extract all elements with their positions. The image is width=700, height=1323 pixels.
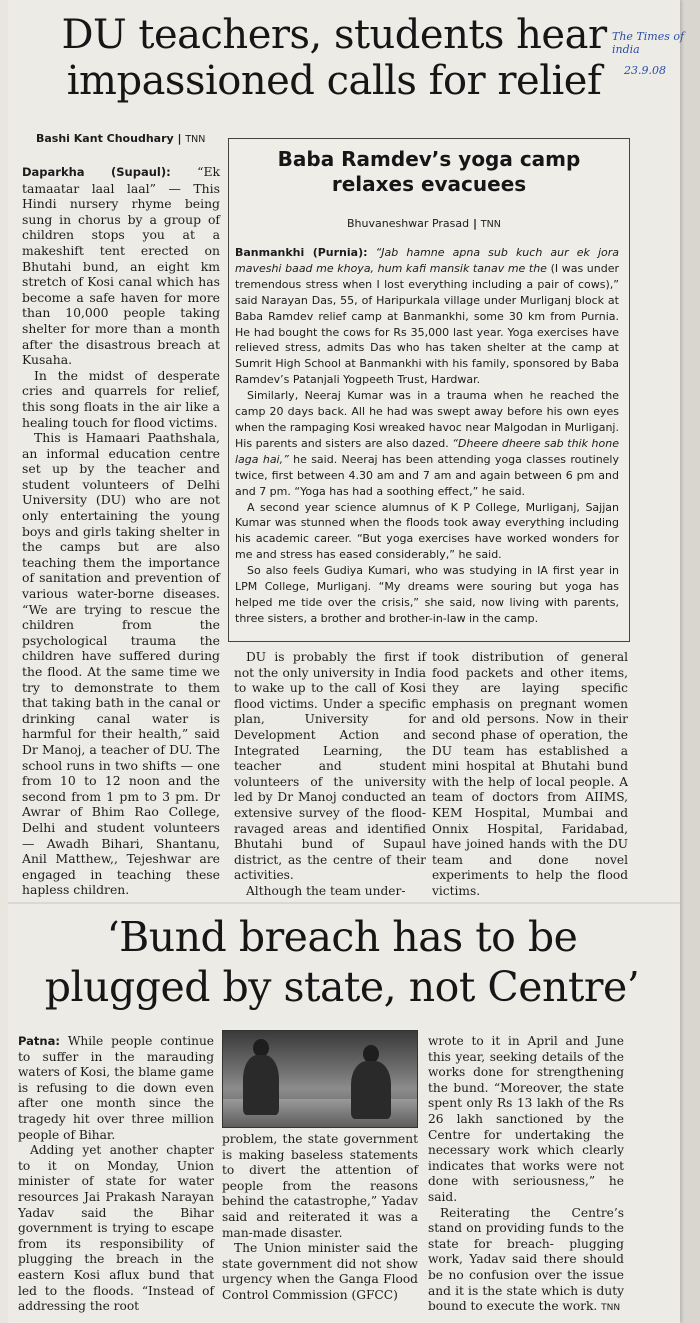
main-story-column-2 [234,650,426,900]
main-headline-line2: impassioned calls for relief [66,58,602,104]
box-headline-line2: relaxes evacuees [331,172,527,196]
box-quote-hindi: “Jab hamne apna sub kuch aur ek jora maveshi baad me khoya, hum kafi mansik tanav me the [235,246,620,275]
photo-person [243,1055,279,1115]
bund-para-6: Reiterating the Centre’s stand on providing funds to the state for breach- plugging work, Yadav said there should be no confusion over the issue and it is the state which is duty bound to execute the work. [428,1205,624,1314]
box-para-2b: he said. Neeraj has been attending yoga classes routinely twice, first between 4.30 am and 7 am and again between 6 pm and and 7 pm. “Yoga has had a soothing effect,” he said. [235,452,619,498]
box-dateline: Banmankhi (Purnia): [235,246,368,259]
main-para-1: “Ek tamaatar laal laal” — This Hindi nursery rhyme being sung in chorus by a group of children stops you at a makeshift tent erected on Bhutahi bund, an eight km stretch of Kosi canal which has become a safe haven for more than 10,000 people taking shelter for more than a month after the disastrous breach at Kusaha. [22,164,220,368]
background-edge [680,0,700,1323]
bund-para-4: The Union minister said the state government did not show urgency when the Ganga Flood Control Commission (GFCC) [222,1241,418,1302]
handwritten-source-note [612,30,692,77]
bund-story-column-3 [428,1034,624,1317]
box-headline [229,147,629,197]
main-col2-para: DU is probably the first if not the only university in India to wake up to the call of Kosi flood victims. Under a specific plan, University for Development Action and Integrated Learning, the teacher and student volunteers of the university led by Dr Manoj conducted an extensive survey of the flood-ravaged areas and identified Bhutahi bund of Supaul district, as the centre of their activities. [234,650,426,883]
main-col2-para-2: Although the team under- [246,883,406,898]
bund-para-1: While people continue to suffer in the marauding waters of Kosi, the blame game is refusing to die down even after one month since the tragedy hit over three million people of Bihar. [18,1034,215,1142]
main-para-2: In the midst of desperate cries and quarrels for relief, this song floats in the air like a healing touch for flood victims. [22,367,220,430]
main-byline-author: Bashi Kant Choudhary [36,132,174,145]
main-byline-agency: TNN [185,134,206,145]
bund-para-5: wrote to it in April and June this year, seeking details of the works done for strengthening the bund. “Moreover, the state spent only Rs 13 lakh of the Rs 26 lakh sanctioned by the Centre for undertaking the necessary work which clearly indicates that works were not done with seriousness,” he said. [428,1034,624,1204]
main-dateline: Daparkha (Supaul): [22,165,171,179]
box-byline-author: Bhuvaneshwar Prasad [347,217,470,230]
page-fold-line [8,902,680,904]
box-quote-hindi-2: “Dheere dheere sab thik hone laga hai,” [235,436,619,466]
main-story-column-1 [22,164,220,898]
bund-headline-line2: plugged by state, not Centre’ [44,963,640,1012]
main-headline [44,14,624,102]
bund-story-column-2 [222,1132,418,1304]
bund-agency: TNN [601,1303,621,1314]
box-para-4: So also feels Gudiya Kumari, who was studying in IA first year in LPM College, Murliganj. “My dreams were souring but yoga has helped me tide over the crisis,” she said, now living with parents, three sisters, a brother and brother-in-law in the camp. [235,564,619,625]
bund-para-3: problem, the state government is making baseless statements to divert the attention of people from the reasons behind the catastrophe,” Yadav said and reiterated it was a man-made disaster. [222,1132,418,1240]
bund-story-column-1 [18,1034,214,1315]
annotation-source: The Times of india [612,30,685,56]
main-byline: Bashi Kant Choudhary | TNN [36,132,206,145]
bund-dateline: Patna: [18,1034,60,1048]
box-para-2a: Similarly, Neeraj Kumar was in a trauma when he reached the camp 20 days back. All he had was swept away before his own eyes when the rampaging Kosi wreaked havoc near Malgodan in Murliganj. His parents and sisters are also dazed. [235,389,619,450]
bund-headline [22,912,662,1012]
box-headline-line1: Baba Ramdev’s yoga camp [277,147,581,171]
main-col3-para: took distribution of general food packets and other items, they are laying specific emphasis on pregnant women and old persons. Now in their second phase of operation, the DU team has established a mini hospital at Bhutahi bund with the help of local people. A team of doctors from AIIMS, KEM Hospital, Mumbai and Onnix Hospital, Faridabad, have joined hands with the DU team and done novel experiments to help the flood victims. [432,650,628,898]
box-para-3: A second year science alumnus of K P College, Murliganj, Sajjan Kumar was stunned when the floods took away everything including his academic career. “But yoga exercises have worked wonders for me and stress has eased considerably,” he said. [235,500,619,562]
photo-person [351,1061,391,1119]
main-para-3: This is Hamaari Paathshala, an informal education centre set up by the teacher and student volunteers of Delhi University (DU) who are not only entertaining the young boys and girls taking shelter in the camps but are also teaching them the importance of sanitation and prevention of various water-borne diseases. “We are trying to rescue the children from the psychological trauma the children have suffered during the flood. At the same time we try to demonstrate to them that taking bath in the canal or drinking canal water is harmful for their health,” said Dr Manoj, a teacher of DU. The school runs in two shifts — one from 10 to 12 noon and the second from 1 pm to 3 pm. Dr Awrar of Bhim Rao College, Delhi and student volunteers — Awadh Bihari, Shantanu, Anil Matthew,, Tejeshwar are engaged in teaching these hapless children. [22,430,220,898]
main-story-column-3 [432,650,628,900]
main-headline-line1: DU teachers, students hear [61,12,607,58]
box-body [235,245,619,627]
box-byline-agency: TNN [480,219,501,230]
box-byline: Bhuvaneshwar Prasad | TNN [347,217,501,230]
bund-para-2: Adding yet another chapter to it on Monday, Union minister of state for water resources Jai Prakash Narayan Yadav said the Bihar government is trying to escape from its responsibility of plugging the breach in the eastern Kosi aflux bund that led to the floods. “Instead of addressing the root [18,1143,214,1314]
box-para-1: (I was under tremendous stress when I lost everything including a pair of cows),” said Narayan Das, 55, of Haripurkala village under Murliganj block at Baba Ramdev relief camp at Banmankhi, some 30 km from Purnia. He had bought the cows for Rs 35,000 last year. Yoga exercises have relieved stress, admits Das who has taken shelter at the camp at Sumrit High School at Banmankhi with his family, sponsored by Baba Ramdev’s Patanjali Yogpeeth Trust, Hardwar. [235,261,620,387]
yoga-camp-box [228,138,630,642]
flood-victims-photo [222,1030,418,1128]
annotation-date: 23.9.08 [624,64,666,77]
bund-headline-line1: ‘Bund breach has to be [106,913,578,961]
